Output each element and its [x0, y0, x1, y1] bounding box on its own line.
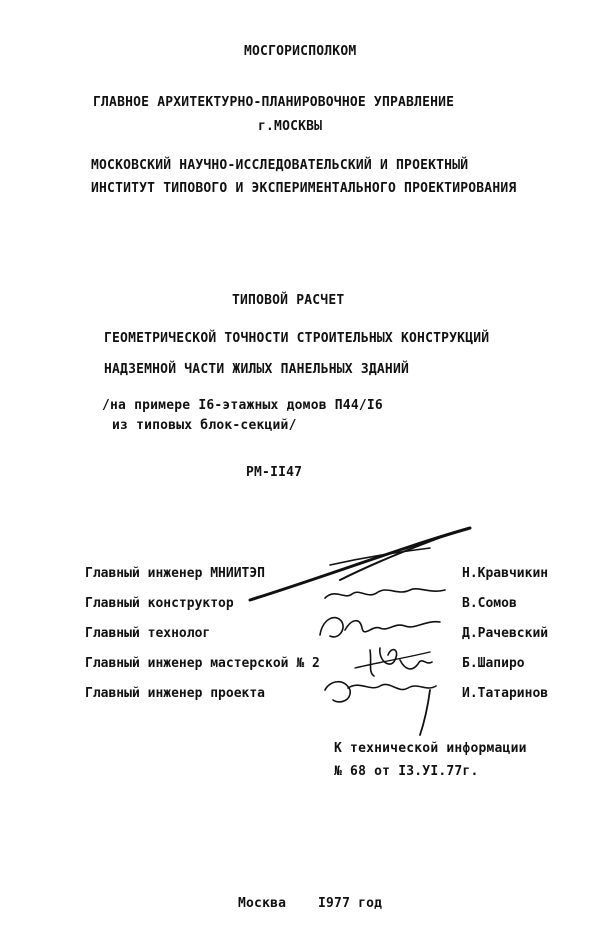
document-title-line1: ГЕОМЕТРИЧЕСКОЙ ТОЧНОСТИ СТРОИТЕЛЬНЫХ КОНСТРУКЦИЙ: [104, 331, 490, 346]
org-institute-line1: МОСКОВСКИЙ НАУЧНО-ИССЛЕДОВАТЕЛЬСКИЙ И ПРОЕКТНЫЙ: [91, 158, 469, 173]
document-code: РМ-II47: [246, 465, 303, 480]
technical-info-note-line2: № 68 от I3.УI.77г.: [334, 764, 479, 779]
org-main-directorate-line1: ГЛАВНОЕ АРХИТЕКТУРНО-ПЛАНИРОВОЧНОЕ УПРАВЛЕНИЕ: [93, 95, 455, 110]
signature-rachevsky: [320, 618, 440, 637]
signatory-name: Н.Кравчикин: [462, 566, 549, 581]
signature-shapiro-flourish: [355, 652, 430, 668]
document-subtitle-line1: /на примере I6-этажных домов П44/I6: [102, 398, 383, 413]
document-type: ТИПОВОЙ РАСЧЕТ: [232, 293, 345, 308]
signature-tatarinov-tail: [420, 690, 430, 735]
signatory-role: Главный инженер проекта: [85, 686, 266, 701]
signature-tatarinov: [325, 682, 436, 702]
technical-info-note-line1: К технической информации: [334, 741, 527, 756]
footer-year: I977 год: [318, 896, 383, 911]
document-subtitle-line2: из типовых блок-секций/: [112, 418, 297, 433]
signature-stroke-2: [340, 532, 455, 580]
signatory-role: Главный инженер МНИИТЭП: [85, 566, 266, 581]
signatory-name: Б.Шапиро: [462, 656, 525, 671]
footer-city: Москва: [238, 896, 287, 911]
signatory-name: В.Сомов: [462, 596, 517, 611]
org-main-directorate-line2: г.МОСКВЫ: [258, 119, 323, 134]
signatory-role: Главный инженер мастерской № 2: [85, 656, 320, 671]
signatory-name: Д.Рачевский: [462, 626, 549, 641]
signature-somov: [325, 589, 445, 598]
signatory-role: Главный технолог: [85, 626, 211, 641]
signatory-name: И.Татаринов: [462, 686, 549, 701]
org-mosgorispolkom: МОСГОРИСПОЛКОМ: [244, 44, 357, 59]
signatory-role: Главный конструктор: [85, 596, 234, 611]
document-title-line2: НАДЗЕМНОЙ ЧАСТИ ЖИЛЫХ ПАНЕЛЬНЫХ ЗДАНИЙ: [104, 362, 410, 377]
org-institute-line2: ИНСТИТУТ ТИПОВОГО И ЭКСПЕРИМЕНТАЛЬНОГО ПРОЕКТИРОВАНИЯ: [91, 181, 517, 196]
